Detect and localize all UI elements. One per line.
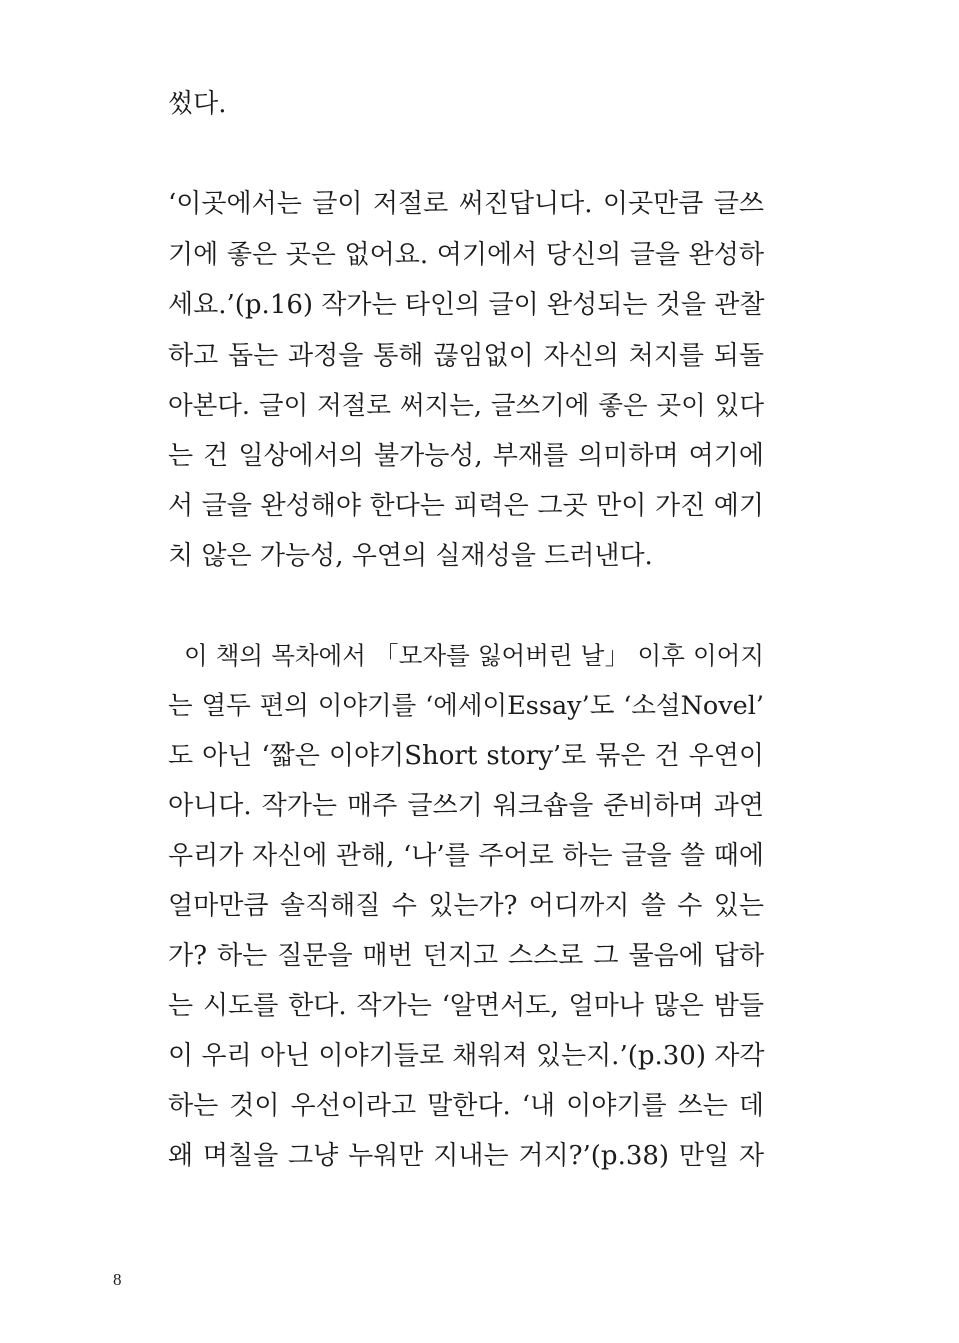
paragraph-3-line-9: 이 우리 아닌 이야기들로 채워져 있는지.’(p.30) 자각 xyxy=(168,1041,765,1071)
paragraph-2-line-5: 아본다. 글이 저절로 써지는, 글쓰기에 좋은 곳이 있다 xyxy=(168,391,764,421)
paragraph-3-line-6: 얼마만큼 솔직해질 수 있는가? 어디까지 쓸 수 있는 xyxy=(168,891,764,921)
page-number: 8 xyxy=(113,1270,122,1289)
paragraph-2-line-6: 는 건 일상에서의 불가능성, 부재를 의미하며 여기에 xyxy=(168,441,764,471)
paragraph-3-line-8: 는 시도를 한다. 작가는 ‘알면서도, 얼마나 많은 밤들 xyxy=(168,991,764,1021)
paragraph-3-line-4: 아니다. 작가는 매주 글쓰기 워크숍을 준비하며 과연 xyxy=(168,791,764,821)
paragraph-3-line-10: 하는 것이 우선이라고 말한다. ‘내 이야기를 쓰는 데 xyxy=(168,1091,764,1121)
paragraph-2-line-3: 세요.’(p.16) 작가는 타인의 글이 완성되는 것을 관찰 xyxy=(168,290,765,320)
paragraph-2-line-8: 치 않은 가능성, 우연의 실재성을 드러낸다. xyxy=(168,541,653,571)
paragraph-3-line-2: 는 열두 편의 이야기를 ‘에세이Essay’도 ‘소설Novel’ xyxy=(168,691,764,721)
paragraph-2-line-4: 하고 돕는 과정을 통해 끊임없이 자신의 처지를 되돌 xyxy=(168,341,764,371)
paragraph-3-line-5: 우리가 자신에 관해, ‘나’를 주어로 하는 글을 쓸 때에 xyxy=(168,841,764,871)
paragraph-2-line-2: 기에 좋은 곳은 없어요. 여기에서 당신의 글을 완성하 xyxy=(168,240,764,270)
paragraph-3-line-1: 이 책의 목차에서 「모자를 잃어버린 날」 이후 이어지 xyxy=(184,641,764,670)
paragraph-2-line-1: ‘이곳에서는 글이 저절로 써진답니다. 이곳만큼 글쓰 xyxy=(168,189,764,219)
paragraph-2-line-7: 서 글을 완성해야 한다는 피력은 그곳 만이 가진 예기 xyxy=(168,491,764,521)
paragraph-3-line-7: 가? 하는 질문을 매번 던지고 스스로 그 물음에 답하 xyxy=(168,941,764,971)
paragraph-1-line-1: 썼다. xyxy=(168,89,227,119)
paragraph-3-line-11: 왜 며칠을 그냥 누워만 지내는 거지?’(p.38) 만일 자 xyxy=(168,1141,764,1171)
paragraph-3-line-3: 도 아닌 ‘짧은 이야기Short story’로 묶은 건 우연이 xyxy=(168,741,764,771)
